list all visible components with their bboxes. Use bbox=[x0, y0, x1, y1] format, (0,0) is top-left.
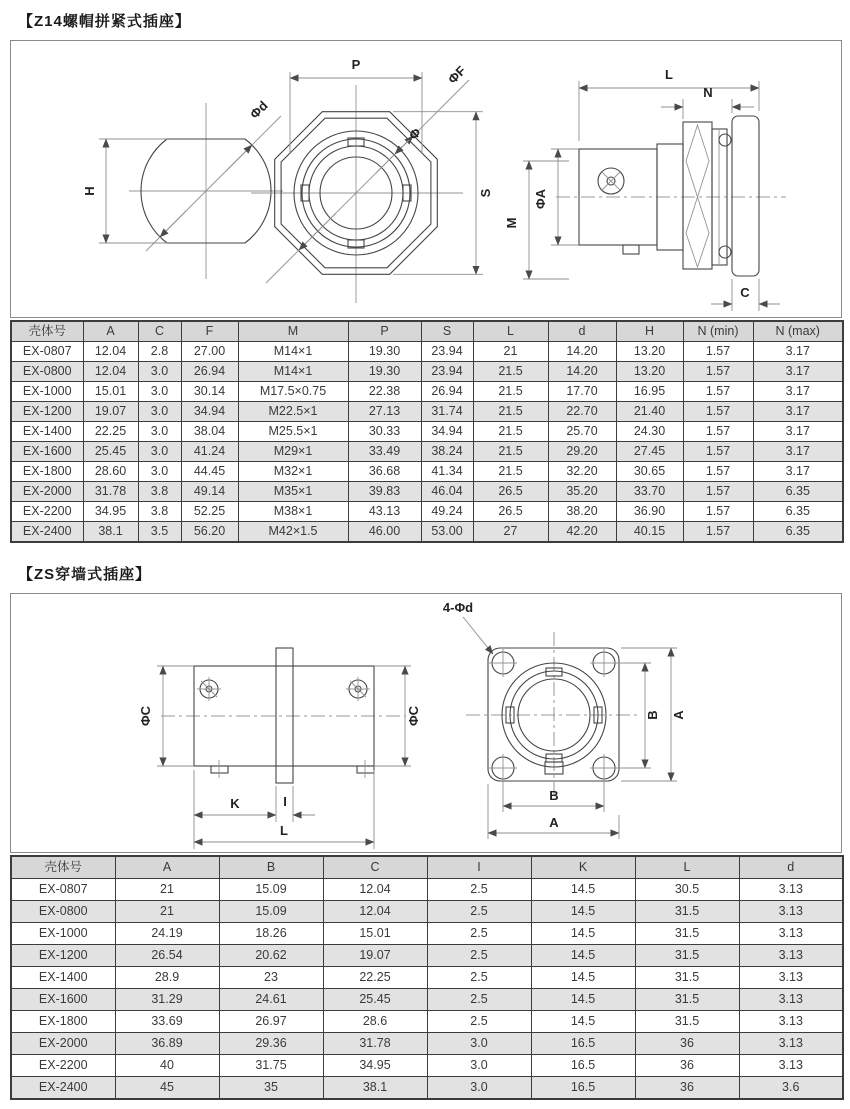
table-cell: 22.70 bbox=[548, 402, 616, 422]
table-cell: 34.94 bbox=[181, 402, 238, 422]
table-cell: 19.07 bbox=[323, 945, 427, 967]
side-view-drawing bbox=[504, 67, 786, 311]
table-cell: 30.5 bbox=[635, 879, 739, 901]
table-row bbox=[11, 989, 843, 1011]
z14-technical-drawing bbox=[11, 41, 841, 317]
table-cell: 14.5 bbox=[531, 879, 635, 901]
table-cell: 14.20 bbox=[548, 342, 616, 362]
table-cell: 33.49 bbox=[348, 442, 421, 462]
table-cell: 31.5 bbox=[635, 945, 739, 967]
table-cell: 26.94 bbox=[421, 382, 473, 402]
table-row bbox=[11, 879, 843, 901]
table-cell: 3.5 bbox=[138, 522, 181, 543]
dim-label-l2: L bbox=[280, 823, 288, 838]
table-cell: M42×1.5 bbox=[238, 522, 348, 543]
table-cell: 3.13 bbox=[739, 901, 843, 923]
table-cell: 15.01 bbox=[83, 382, 138, 402]
column-header: F bbox=[181, 321, 238, 342]
table-row bbox=[11, 1077, 843, 1100]
table-cell: 26.54 bbox=[115, 945, 219, 967]
table-cell: 1.57 bbox=[683, 342, 753, 362]
table-cell: EX-0807 bbox=[11, 342, 83, 362]
table-cell: 33.70 bbox=[616, 482, 683, 502]
table-cell: EX-1000 bbox=[11, 923, 115, 945]
table-cell: 6.35 bbox=[753, 502, 843, 522]
table-cell: 2.5 bbox=[427, 923, 531, 945]
table-cell: 3.6 bbox=[739, 1077, 843, 1100]
table-cell: 31.78 bbox=[83, 482, 138, 502]
table-cell: 2.5 bbox=[427, 967, 531, 989]
table-cell: 38.04 bbox=[181, 422, 238, 442]
table-cell: 30.65 bbox=[616, 462, 683, 482]
table-cell: 15.09 bbox=[219, 879, 323, 901]
header-row bbox=[11, 321, 843, 342]
table-row bbox=[11, 945, 843, 967]
table-cell: 3.17 bbox=[753, 442, 843, 462]
header-row bbox=[11, 856, 843, 879]
table-cell: 38.1 bbox=[83, 522, 138, 543]
table-cell: 21 bbox=[473, 342, 548, 362]
table-cell: 26.5 bbox=[473, 502, 548, 522]
table-cell: 21.40 bbox=[616, 402, 683, 422]
table-cell: 46.04 bbox=[421, 482, 473, 502]
table-cell: 39.83 bbox=[348, 482, 421, 502]
table-cell: EX-1400 bbox=[11, 422, 83, 442]
table-cell: 21.5 bbox=[473, 402, 548, 422]
table-cell: 2.5 bbox=[427, 1011, 531, 1033]
table-cell: 1.57 bbox=[683, 502, 753, 522]
table-cell: 31.5 bbox=[635, 967, 739, 989]
table-cell: 27.45 bbox=[616, 442, 683, 462]
table-cell: M38×1 bbox=[238, 502, 348, 522]
table-cell: 20.62 bbox=[219, 945, 323, 967]
table-cell: 41.24 bbox=[181, 442, 238, 462]
table-cell: 2.5 bbox=[427, 901, 531, 923]
table-cell: 3.0 bbox=[138, 462, 181, 482]
table-cell: 3.0 bbox=[138, 442, 181, 462]
column-header: L bbox=[635, 856, 739, 879]
table-cell: 3.17 bbox=[753, 402, 843, 422]
zs-dimension-table bbox=[10, 855, 844, 1100]
table-row bbox=[11, 462, 843, 482]
table-cell: 21 bbox=[115, 901, 219, 923]
table-cell: 31.5 bbox=[635, 989, 739, 1011]
table-cell: 36.90 bbox=[616, 502, 683, 522]
table-cell: 46.00 bbox=[348, 522, 421, 543]
table-cell: 29.36 bbox=[219, 1033, 323, 1055]
table-cell: EX-1600 bbox=[11, 442, 83, 462]
table-cell: 3.13 bbox=[739, 945, 843, 967]
table-cell: 14.5 bbox=[531, 901, 635, 923]
table-cell: EX-1600 bbox=[11, 989, 115, 1011]
table-cell: EX-2000 bbox=[11, 1033, 115, 1055]
table-cell: 2.5 bbox=[427, 879, 531, 901]
table-cell: 23.94 bbox=[421, 342, 473, 362]
table-row bbox=[11, 482, 843, 502]
table-cell: 14.5 bbox=[531, 1011, 635, 1033]
table-cell: 3.0 bbox=[427, 1055, 531, 1077]
column-header: S bbox=[421, 321, 473, 342]
dim-label-b-bottom: B bbox=[549, 788, 559, 803]
table-cell: 30.14 bbox=[181, 382, 238, 402]
table-cell: 21.5 bbox=[473, 442, 548, 462]
table-cell: EX-1400 bbox=[11, 967, 115, 989]
table-cell: 14.5 bbox=[531, 923, 635, 945]
table-cell: 2.8 bbox=[138, 342, 181, 362]
table-cell: 38.1 bbox=[323, 1077, 427, 1100]
column-header: A bbox=[83, 321, 138, 342]
zs-side-view-drawing bbox=[138, 648, 421, 849]
table-cell: 14.5 bbox=[531, 967, 635, 989]
zs-front-view-drawing bbox=[443, 600, 686, 839]
table-row bbox=[11, 1011, 843, 1033]
table-cell: 31.5 bbox=[635, 1011, 739, 1033]
dim-label-m: M bbox=[504, 217, 519, 229]
table-cell: 1.57 bbox=[683, 422, 753, 442]
table-cell: 31.75 bbox=[219, 1055, 323, 1077]
table-cell: 28.6 bbox=[323, 1011, 427, 1033]
table-cell: 22.25 bbox=[323, 967, 427, 989]
table-cell: 3.17 bbox=[753, 422, 843, 442]
table-cell: 3.13 bbox=[739, 879, 843, 901]
table-cell: M17.5×0.75 bbox=[238, 382, 348, 402]
column-header: I bbox=[427, 856, 531, 879]
table-cell: 21 bbox=[115, 879, 219, 901]
table-cell: 16.5 bbox=[531, 1077, 635, 1100]
table-cell: 28.9 bbox=[115, 967, 219, 989]
table-cell: 22.25 bbox=[83, 422, 138, 442]
table-cell: 3.13 bbox=[739, 1033, 843, 1055]
table-cell: M35×1 bbox=[238, 482, 348, 502]
table-cell: 1.57 bbox=[683, 522, 753, 543]
table-cell: 32.20 bbox=[548, 462, 616, 482]
table-cell: 1.57 bbox=[683, 442, 753, 462]
table-cell: 31.5 bbox=[635, 923, 739, 945]
table-cell: 49.14 bbox=[181, 482, 238, 502]
table-cell: 38.20 bbox=[548, 502, 616, 522]
table-cell: 52.25 bbox=[181, 502, 238, 522]
table-cell: 34.94 bbox=[421, 422, 473, 442]
dim-label-i: I bbox=[283, 794, 287, 809]
table-cell: 33.69 bbox=[115, 1011, 219, 1033]
column-header: H bbox=[616, 321, 683, 342]
dim-label-phi-a: ΦA bbox=[533, 188, 548, 210]
table-cell: 28.60 bbox=[83, 462, 138, 482]
table-cell: M22.5×1 bbox=[238, 402, 348, 422]
dim-label-phi-d: Φd bbox=[246, 97, 271, 122]
table-row bbox=[11, 502, 843, 522]
table-cell: 19.07 bbox=[83, 402, 138, 422]
rear-view-drawing bbox=[82, 98, 283, 279]
table-cell: M29×1 bbox=[238, 442, 348, 462]
table-cell: 3.13 bbox=[739, 989, 843, 1011]
table-cell: 14.20 bbox=[548, 362, 616, 382]
table-cell: 12.04 bbox=[323, 901, 427, 923]
table-cell: 1.57 bbox=[683, 382, 753, 402]
table-cell: 3.17 bbox=[753, 382, 843, 402]
column-header: 壳体号 bbox=[11, 856, 115, 879]
column-header: N (max) bbox=[753, 321, 843, 342]
dim-label-phi-c-left: ΦC bbox=[138, 705, 153, 727]
table-cell: 36 bbox=[635, 1033, 739, 1055]
table-cell: 34.95 bbox=[323, 1055, 427, 1077]
table-cell: EX-2000 bbox=[11, 482, 83, 502]
column-header: B bbox=[219, 856, 323, 879]
table-cell: 1.57 bbox=[683, 482, 753, 502]
table-cell: 3.0 bbox=[427, 1033, 531, 1055]
table-cell: 3.17 bbox=[753, 362, 843, 382]
table-cell: 26.5 bbox=[473, 482, 548, 502]
column-header: 壳体号 bbox=[11, 321, 83, 342]
table-cell: 3.13 bbox=[739, 1011, 843, 1033]
table-cell: 22.38 bbox=[348, 382, 421, 402]
table-cell: 43.13 bbox=[348, 502, 421, 522]
column-header: C bbox=[138, 321, 181, 342]
table-cell: 15.09 bbox=[219, 901, 323, 923]
table-cell: M14×1 bbox=[238, 342, 348, 362]
table-cell: 19.30 bbox=[348, 362, 421, 382]
table-cell: 36 bbox=[635, 1055, 739, 1077]
table-cell: 26.97 bbox=[219, 1011, 323, 1033]
table-cell: EX-1800 bbox=[11, 462, 83, 482]
column-header: K bbox=[531, 856, 635, 879]
table-row bbox=[11, 442, 843, 462]
table-cell: 27.13 bbox=[348, 402, 421, 422]
table-cell: 31.78 bbox=[323, 1033, 427, 1055]
table-row bbox=[11, 1033, 843, 1055]
table-cell: 3.17 bbox=[753, 462, 843, 482]
table-cell: 45 bbox=[115, 1077, 219, 1100]
table-cell: EX-1200 bbox=[11, 945, 115, 967]
zs-technical-drawing bbox=[11, 594, 841, 852]
table-row bbox=[11, 1055, 843, 1077]
table-cell: 3.8 bbox=[138, 502, 181, 522]
table-cell: 25.45 bbox=[323, 989, 427, 1011]
table-cell: 25.45 bbox=[83, 442, 138, 462]
dim-label-phi-c-right: ΦC bbox=[406, 705, 421, 727]
table-cell: 1.57 bbox=[683, 462, 753, 482]
table-cell: M32×1 bbox=[238, 462, 348, 482]
table-cell: EX-0800 bbox=[11, 901, 115, 923]
table-cell: 31.74 bbox=[421, 402, 473, 422]
table-cell: 16.95 bbox=[616, 382, 683, 402]
column-header: N (min) bbox=[683, 321, 753, 342]
table-cell: 21.5 bbox=[473, 362, 548, 382]
table-cell: 1.57 bbox=[683, 402, 753, 422]
table-cell: 36 bbox=[635, 1077, 739, 1100]
column-header: P bbox=[348, 321, 421, 342]
table-cell: 24.30 bbox=[616, 422, 683, 442]
table-cell: EX-2200 bbox=[11, 502, 83, 522]
table-cell: 3.0 bbox=[138, 402, 181, 422]
table-row bbox=[11, 382, 843, 402]
table-cell: 12.04 bbox=[323, 879, 427, 901]
table-cell: 27 bbox=[473, 522, 548, 543]
table-cell: EX-1800 bbox=[11, 1011, 115, 1033]
table-cell: 53.00 bbox=[421, 522, 473, 543]
table-cell: 35.20 bbox=[548, 482, 616, 502]
dim-label-s: S bbox=[478, 188, 493, 198]
table-row bbox=[11, 923, 843, 945]
z14-dimension-table bbox=[10, 320, 844, 543]
dim-label-a-right: A bbox=[671, 710, 686, 720]
table-cell: 31.5 bbox=[635, 901, 739, 923]
table-cell: 3.8 bbox=[138, 482, 181, 502]
table-cell: 6.35 bbox=[753, 482, 843, 502]
table-cell: 49.24 bbox=[421, 502, 473, 522]
table-cell: EX-0807 bbox=[11, 879, 115, 901]
table-cell: 13.20 bbox=[616, 342, 683, 362]
table-cell: 21.5 bbox=[473, 422, 548, 442]
table-cell: 12.04 bbox=[83, 362, 138, 382]
column-header: A bbox=[115, 856, 219, 879]
dim-label-k: K bbox=[230, 796, 240, 811]
table-cell: 24.19 bbox=[115, 923, 219, 945]
table-cell: 25.70 bbox=[548, 422, 616, 442]
section-title-z14: 【Z14螺帽拼紧式插座】 bbox=[18, 13, 191, 30]
table-cell: 2.5 bbox=[427, 989, 531, 1011]
table-cell: 2.5 bbox=[427, 945, 531, 967]
table-cell: 30.33 bbox=[348, 422, 421, 442]
table-cell: 14.5 bbox=[531, 989, 635, 1011]
table-cell: 15.01 bbox=[323, 923, 427, 945]
column-header: M bbox=[238, 321, 348, 342]
table-cell: 35 bbox=[219, 1077, 323, 1100]
section-title-zs: 【ZS穿墙式插座】 bbox=[18, 566, 152, 583]
table-cell: 13.20 bbox=[616, 362, 683, 382]
table-row bbox=[11, 901, 843, 923]
table-cell: EX-2400 bbox=[11, 522, 83, 543]
table-cell: EX-1000 bbox=[11, 382, 83, 402]
table-cell: 42.20 bbox=[548, 522, 616, 543]
dim-label-n: N bbox=[703, 85, 713, 100]
table-cell: 6.35 bbox=[753, 522, 843, 543]
table-cell: 21.5 bbox=[473, 382, 548, 402]
table-cell: 12.04 bbox=[83, 342, 138, 362]
table-cell: 1.57 bbox=[683, 362, 753, 382]
table-cell: 34.95 bbox=[83, 502, 138, 522]
table-cell: EX-2400 bbox=[11, 1077, 115, 1100]
column-header: C bbox=[323, 856, 427, 879]
table-cell: 18.26 bbox=[219, 923, 323, 945]
table-cell: 23 bbox=[219, 967, 323, 989]
column-header: d bbox=[739, 856, 843, 879]
dim-label-a-bottom: A bbox=[549, 815, 559, 830]
dim-label-c: C bbox=[740, 285, 750, 300]
table-cell: 3.0 bbox=[138, 382, 181, 402]
table-cell: 36.68 bbox=[348, 462, 421, 482]
table-cell: 40 bbox=[115, 1055, 219, 1077]
table-cell: 38.24 bbox=[421, 442, 473, 462]
table-cell: EX-2200 bbox=[11, 1055, 115, 1077]
table-row bbox=[11, 522, 843, 543]
table-cell: 14.5 bbox=[531, 945, 635, 967]
dim-label-phi-f: ΦF bbox=[444, 62, 469, 87]
dim-label-phi: Φ bbox=[405, 124, 424, 143]
dim-label-b-right: B bbox=[645, 710, 660, 720]
front-view-drawing bbox=[251, 57, 493, 303]
table-cell: 56.20 bbox=[181, 522, 238, 543]
table-row bbox=[11, 362, 843, 382]
table-cell: 3.17 bbox=[753, 342, 843, 362]
zs-drawing-panel bbox=[10, 593, 842, 853]
table-cell: 19.30 bbox=[348, 342, 421, 362]
column-header: d bbox=[548, 321, 616, 342]
table-cell: 44.45 bbox=[181, 462, 238, 482]
table-cell: M14×1 bbox=[238, 362, 348, 382]
table-cell: 3.13 bbox=[739, 923, 843, 945]
table-row bbox=[11, 402, 843, 422]
table-cell: 3.0 bbox=[138, 422, 181, 442]
table-cell: M25.5×1 bbox=[238, 422, 348, 442]
table-cell: 17.70 bbox=[548, 382, 616, 402]
table-cell: 3.13 bbox=[739, 967, 843, 989]
table-cell: 31.29 bbox=[115, 989, 219, 1011]
table-row bbox=[11, 342, 843, 362]
table-row bbox=[11, 967, 843, 989]
table-cell: 26.94 bbox=[181, 362, 238, 382]
dim-label-h: H bbox=[82, 186, 97, 196]
table-cell: 41.34 bbox=[421, 462, 473, 482]
table-cell: 3.0 bbox=[427, 1077, 531, 1100]
table-row bbox=[11, 422, 843, 442]
column-header: L bbox=[473, 321, 548, 342]
dim-label-l: L bbox=[665, 67, 673, 82]
table-cell: 24.61 bbox=[219, 989, 323, 1011]
table-cell: 27.00 bbox=[181, 342, 238, 362]
table-cell: 3.13 bbox=[739, 1055, 843, 1077]
table-cell: 3.0 bbox=[138, 362, 181, 382]
table-cell: 23.94 bbox=[421, 362, 473, 382]
callout-label-4-phi-d: 4-Φd bbox=[442, 600, 474, 615]
table-cell: EX-0800 bbox=[11, 362, 83, 382]
table-cell: 16.5 bbox=[531, 1033, 635, 1055]
table-cell: 21.5 bbox=[473, 462, 548, 482]
table-cell: EX-1200 bbox=[11, 402, 83, 422]
z14-drawing-panel bbox=[10, 40, 842, 318]
table-cell: 16.5 bbox=[531, 1055, 635, 1077]
dim-label-p: P bbox=[351, 57, 361, 72]
table-cell: 29.20 bbox=[548, 442, 616, 462]
table-cell: 36.89 bbox=[115, 1033, 219, 1055]
table-cell: 40.15 bbox=[616, 522, 683, 543]
